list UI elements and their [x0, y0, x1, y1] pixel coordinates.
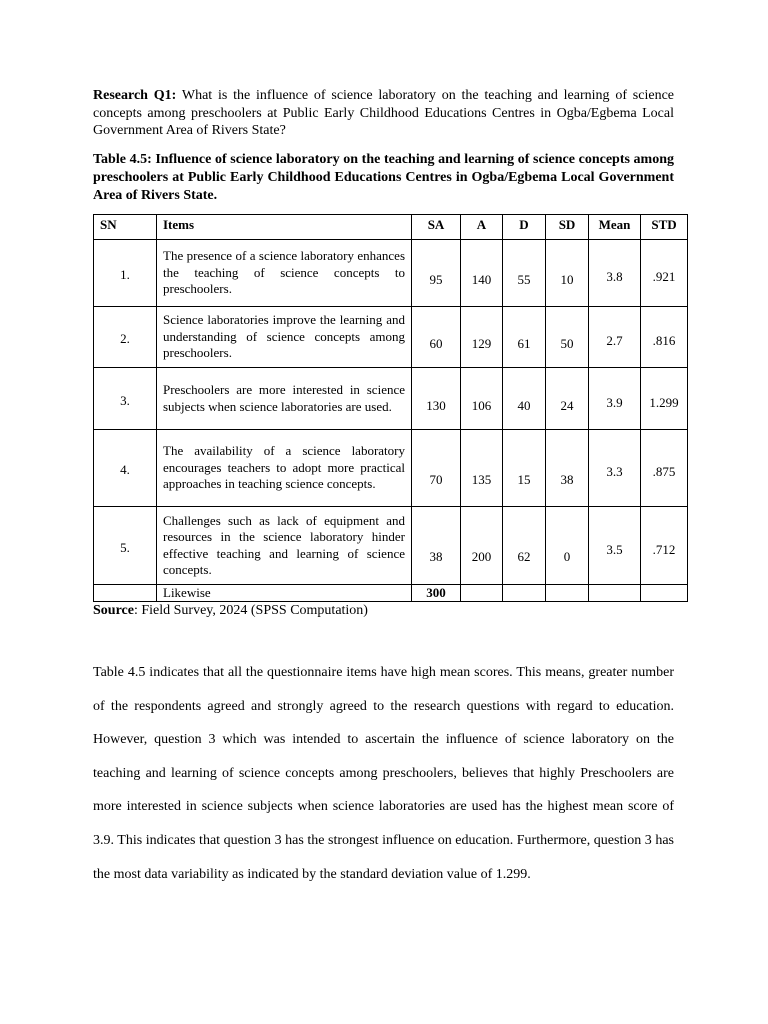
- row-item: Science laboratories improve the learning and understanding of science concepts among preschoolers.: [157, 307, 412, 368]
- row-sa: 60: [412, 307, 461, 368]
- row-item: The presence of a science laboratory enhances the teaching of science concepts to preschoolers.: [157, 240, 412, 307]
- total-a: [461, 585, 503, 602]
- row-std: .921: [641, 240, 688, 307]
- research-question-text: What is the influence of science laboratory on the teaching and learning of science concepts among preschoolers at Public Early Childhood Educations Centres in Ogba/Egbema Local Government Area of Rivers State?: [93, 88, 674, 138]
- research-question: [93, 87, 674, 140]
- row-a: 135: [461, 430, 503, 507]
- row-sd: 24: [546, 368, 589, 430]
- total-mean: [589, 585, 641, 602]
- row-item: Preschoolers are more interested in science subjects when science laboratories are used.: [157, 368, 412, 430]
- total-std: [641, 585, 688, 602]
- row-sn: 5.: [94, 507, 157, 585]
- header-d: D: [503, 215, 546, 240]
- row-a: 129: [461, 307, 503, 368]
- header-sa: SA: [412, 215, 461, 240]
- row-item: Challenges such as lack of equipment and resources in the science laboratory hinder effective teaching and learning of science concepts.: [157, 507, 412, 585]
- row-sa: 38: [412, 507, 461, 585]
- row-mean: 3.9: [589, 368, 641, 430]
- source-note: [93, 603, 368, 619]
- row-d: 61: [503, 307, 546, 368]
- row-sd: 10: [546, 240, 589, 307]
- row-mean: 3.3: [589, 430, 641, 507]
- row-sd: 50: [546, 307, 589, 368]
- table-total-row: [94, 585, 688, 602]
- table-row: [94, 307, 688, 368]
- total-sn: [94, 585, 157, 602]
- row-sn: 2.: [94, 307, 157, 368]
- total-d: [503, 585, 546, 602]
- total-sd: [546, 585, 589, 602]
- results-table: [93, 214, 688, 602]
- research-question-label: Research Q1:: [93, 88, 177, 103]
- table-row: [94, 507, 688, 585]
- source-label: Source: [93, 603, 134, 618]
- header-items: Items: [157, 215, 412, 240]
- row-sa: 95: [412, 240, 461, 307]
- row-mean: 2.7: [589, 307, 641, 368]
- header-std: STD: [641, 215, 688, 240]
- row-sa: 130: [412, 368, 461, 430]
- header-a: A: [461, 215, 503, 240]
- table-caption: Table 4.5: Influence of science laboratory on the teaching and learning of science concepts among preschoolers at Public Early Childhood Educations Centres in Ogba/Egbema Local Government Area of Rivers State.: [93, 152, 674, 203]
- row-a: 106: [461, 368, 503, 430]
- table-row: [94, 430, 688, 507]
- row-std: .712: [641, 507, 688, 585]
- source-text: : Field Survey, 2024 (SPSS Computation): [133, 603, 368, 618]
- row-sn: 1.: [94, 240, 157, 307]
- row-sn: 3.: [94, 368, 157, 430]
- table-row: [94, 240, 688, 307]
- body-paragraph: Table 4.5 indicates that all the questionnaire items have high mean scores. This means, greater number of the respondents agreed and strongly agreed to the research questions with regard to education. However, question 3 which was intended to ascertain the influence of science laboratory on the teaching and learning of science concepts among preschoolers, believes that highly Preschoolers are more interested in science subjects when science laboratories are used has the highest mean score of 3.9. This indicates that question 3 has the strongest influence on education. Furthermore, question 3 has the most data variability as indicated by the standard deviation value of 1.299.: [93, 665, 674, 882]
- total-value: 300: [412, 585, 461, 602]
- row-d: 62: [503, 507, 546, 585]
- row-std: .875: [641, 430, 688, 507]
- row-sd: 38: [546, 430, 589, 507]
- row-sd: 0: [546, 507, 589, 585]
- row-mean: 3.5: [589, 507, 641, 585]
- header-mean: Mean: [589, 215, 641, 240]
- row-mean: 3.8: [589, 240, 641, 307]
- row-std: .816: [641, 307, 688, 368]
- row-a: 140: [461, 240, 503, 307]
- row-sa: 70: [412, 430, 461, 507]
- row-item: The availability of a science laboratory encourages teachers to adopt more practical approaches in teaching science concepts.: [157, 430, 412, 507]
- total-label: Likewise: [157, 585, 412, 602]
- row-d: 55: [503, 240, 546, 307]
- row-d: 15: [503, 430, 546, 507]
- row-a: 200: [461, 507, 503, 585]
- row-sn: 4.: [94, 430, 157, 507]
- row-d: 40: [503, 368, 546, 430]
- header-sn: SN: [94, 215, 157, 240]
- table-row: [94, 368, 688, 430]
- table-header-row: [94, 215, 688, 240]
- header-sd: SD: [546, 215, 589, 240]
- row-std: 1.299: [641, 368, 688, 430]
